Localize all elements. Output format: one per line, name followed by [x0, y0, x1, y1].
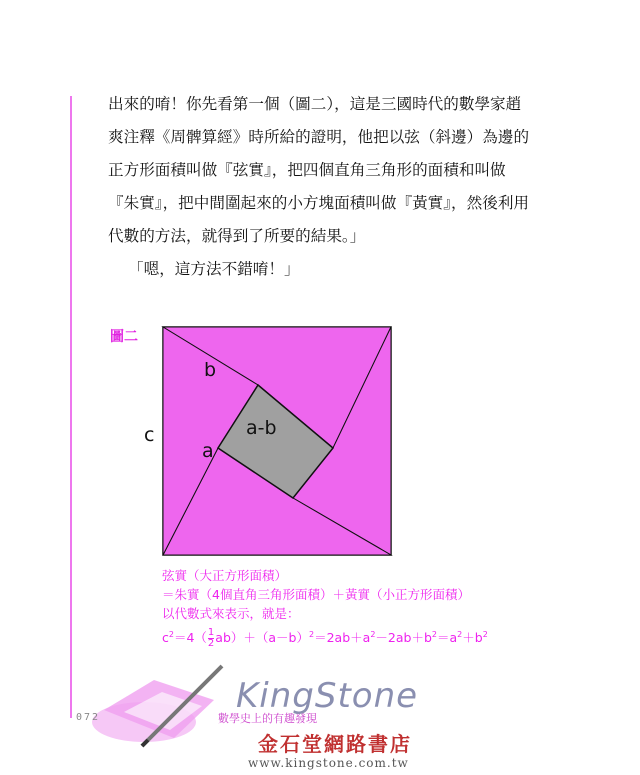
body-line-5: 代數的方法，就得到了所要的結果。」 [108, 227, 366, 245]
store-name: 金石堂網路書店 [258, 732, 412, 756]
body-quote: 「嗯，這方法不錯唷！」 [128, 260, 300, 278]
formula: $c^2=4$（ $\frac{1}{2}$ $ab)+(a-b)^2=2ab+a^2-2ab+b^2=a^2+b^2$ [162, 627, 488, 649]
body-line-3: 正方形面積叫做『弦實』，把四個直角三角形的面積和叫做 [108, 161, 506, 179]
figure-label: 圖二 [110, 329, 138, 345]
caption-line-3: 以代數式來表示，就是： [162, 606, 300, 621]
store-url: www.kingstone.com.tw [248, 756, 409, 770]
label-b: b [204, 359, 217, 381]
kingstone-logo: KingStone [236, 676, 419, 716]
label-a: a [202, 440, 214, 462]
margin-rule [70, 96, 72, 718]
protractor-pencil-icon [84, 660, 244, 750]
fraction-half: $\frac{1}{2}$ [207, 627, 215, 649]
caption-line-2: ＝朱實（4個直角三角形面積）＋黃實（小正方形面積） [162, 587, 470, 602]
page-number: 072 [76, 712, 101, 723]
caption-line-1: 弦實（大正方形面積） [162, 568, 288, 583]
body-line-4: 『朱實』，把中間圍起來的小方塊面積叫做『黃實』，然後利用 [108, 194, 530, 212]
label-c: c [144, 424, 155, 446]
label-a-minus-b: a-b [246, 417, 277, 439]
pythagoras-figure [120, 320, 410, 570]
series-title: 數學史上的有趣發現 [218, 712, 317, 725]
body-line-2: 爽注釋《周髀算經》時所給的證明，他把以弦（斜邊）為邊的 [108, 128, 530, 146]
body-line-1: 出來的唷！你先看第一個（圖二），這是三國時代的數學家趙 [108, 95, 522, 113]
